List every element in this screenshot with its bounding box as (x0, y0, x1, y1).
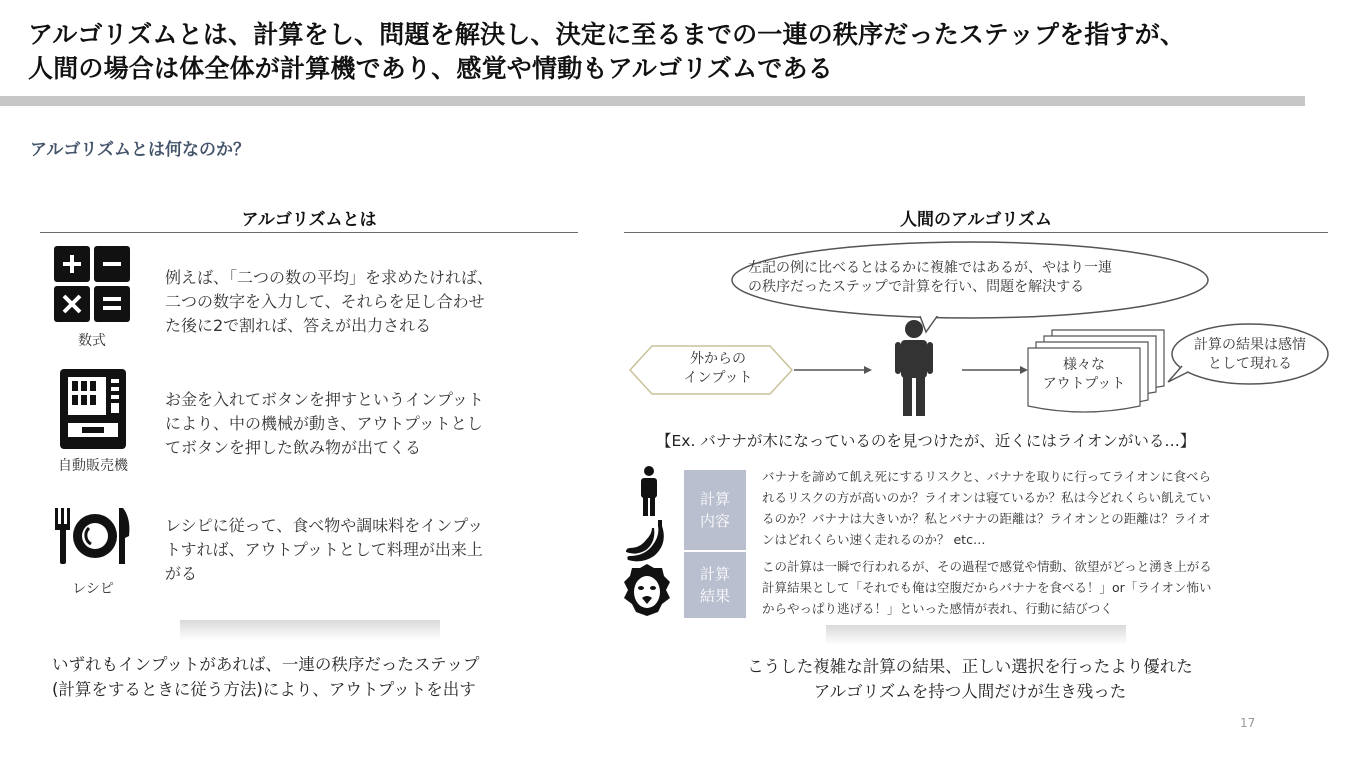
banana-icon (624, 518, 670, 564)
left-heading: アルゴリズムとは (241, 210, 377, 230)
calculator-label: 数式 (78, 333, 106, 349)
right-conclusion: こうした複雑な計算の結果、正しい選択を行ったより優れた アルゴリズムを持つ人間だけが生き残った (747, 657, 1193, 701)
calculator-icon (54, 246, 130, 322)
input-label: 外からの インプット (683, 351, 753, 386)
vending-machine-label: 自動販売機 (58, 458, 128, 474)
right-conclusion-arrow (826, 625, 1126, 645)
lion-icon (624, 564, 670, 616)
calculator-description: 例えば、「二つの数の平均」を求めたければ、 二つの数字を入力して、それらを足し合わせ た後に2で割れば、答えが出力される (165, 268, 494, 335)
title-divider-bar (0, 96, 1305, 106)
left-conclusion-arrow (180, 620, 440, 640)
dinner-plate-icon (53, 508, 133, 564)
vending-machine-icon (60, 369, 126, 449)
vending-machine-description: お金を入れてボタンを押すというインプット により、中の機械が動き、アウトプットとし てボタンを押した飲み物が出てくる (165, 390, 484, 457)
person-icon (635, 466, 663, 516)
output-label: 様々な アウトプット (1042, 357, 1126, 392)
slide-title (28, 18, 1328, 86)
example-statement: 【Ex. バナナが木になっているのを見つけたが、近くにはライオンがいる…】 (656, 432, 1196, 450)
calc-result-box: 計算 結果 (684, 552, 746, 618)
left-conclusion: いずれもインプットがあれば、一連の秩序だったステップ (計算をするときに従う方法)により、アウトプットを出す (52, 655, 480, 699)
slide-title-line-2: 人間の場合は体全体が計算機であり、感覚や情動もアルゴリズムである (28, 54, 833, 83)
calc-result-text: この計算は一瞬で行われるが、その過程で感覚や情動、欲望がどっと湧き上がる 計算結果として「それでも俺は空腹だからバナナを食べる！」or「ライオン怖い からやっぱり逃げる！」といった感情が表れ、行動に結びつく (762, 559, 1212, 616)
recipe-label: レシピ (72, 581, 114, 597)
slide-title-line-1: アルゴリズムとは、計算をし、問題を解決し、決定に至るまでの一連の秩序だったステップを指すが、 (28, 20, 1186, 49)
right-heading-rule (624, 232, 1328, 233)
section-subtitle: アルゴリズムとは何なのか？ (30, 140, 250, 160)
result-bubble-text: 計算の結果は感情 として現れる (1194, 337, 1306, 372)
recipe-description: レシピに従って、食べ物や調味料をインプッ トすれば、アウトプットとして料理が出来上 がる (165, 516, 484, 583)
page-number: 17 (1240, 716, 1256, 730)
human-bubble-text: 左記の例に比べるとはるかに複雑ではあるが、やはり一連 の秩序だったステップで計算を行い、問題を解決する (748, 260, 1112, 295)
right-heading: 人間のアルゴリズム (900, 210, 1052, 230)
left-heading-rule (40, 232, 578, 233)
calc-content-text: バナナを諦めて飢え死にするリスクと、バナナを取りに行ってライオンに食べら れるリスクの方が高いのか？ライオンは寝ているか？私は今どれくらい飢えてい るのか？バナナは大きいか？私とバナナの距離は？ライオンとの距離は？ライオ ンはどれくらい速く走れるのか？ etc… (762, 469, 1212, 547)
calc-content-box: 計算 内容 (684, 470, 746, 550)
